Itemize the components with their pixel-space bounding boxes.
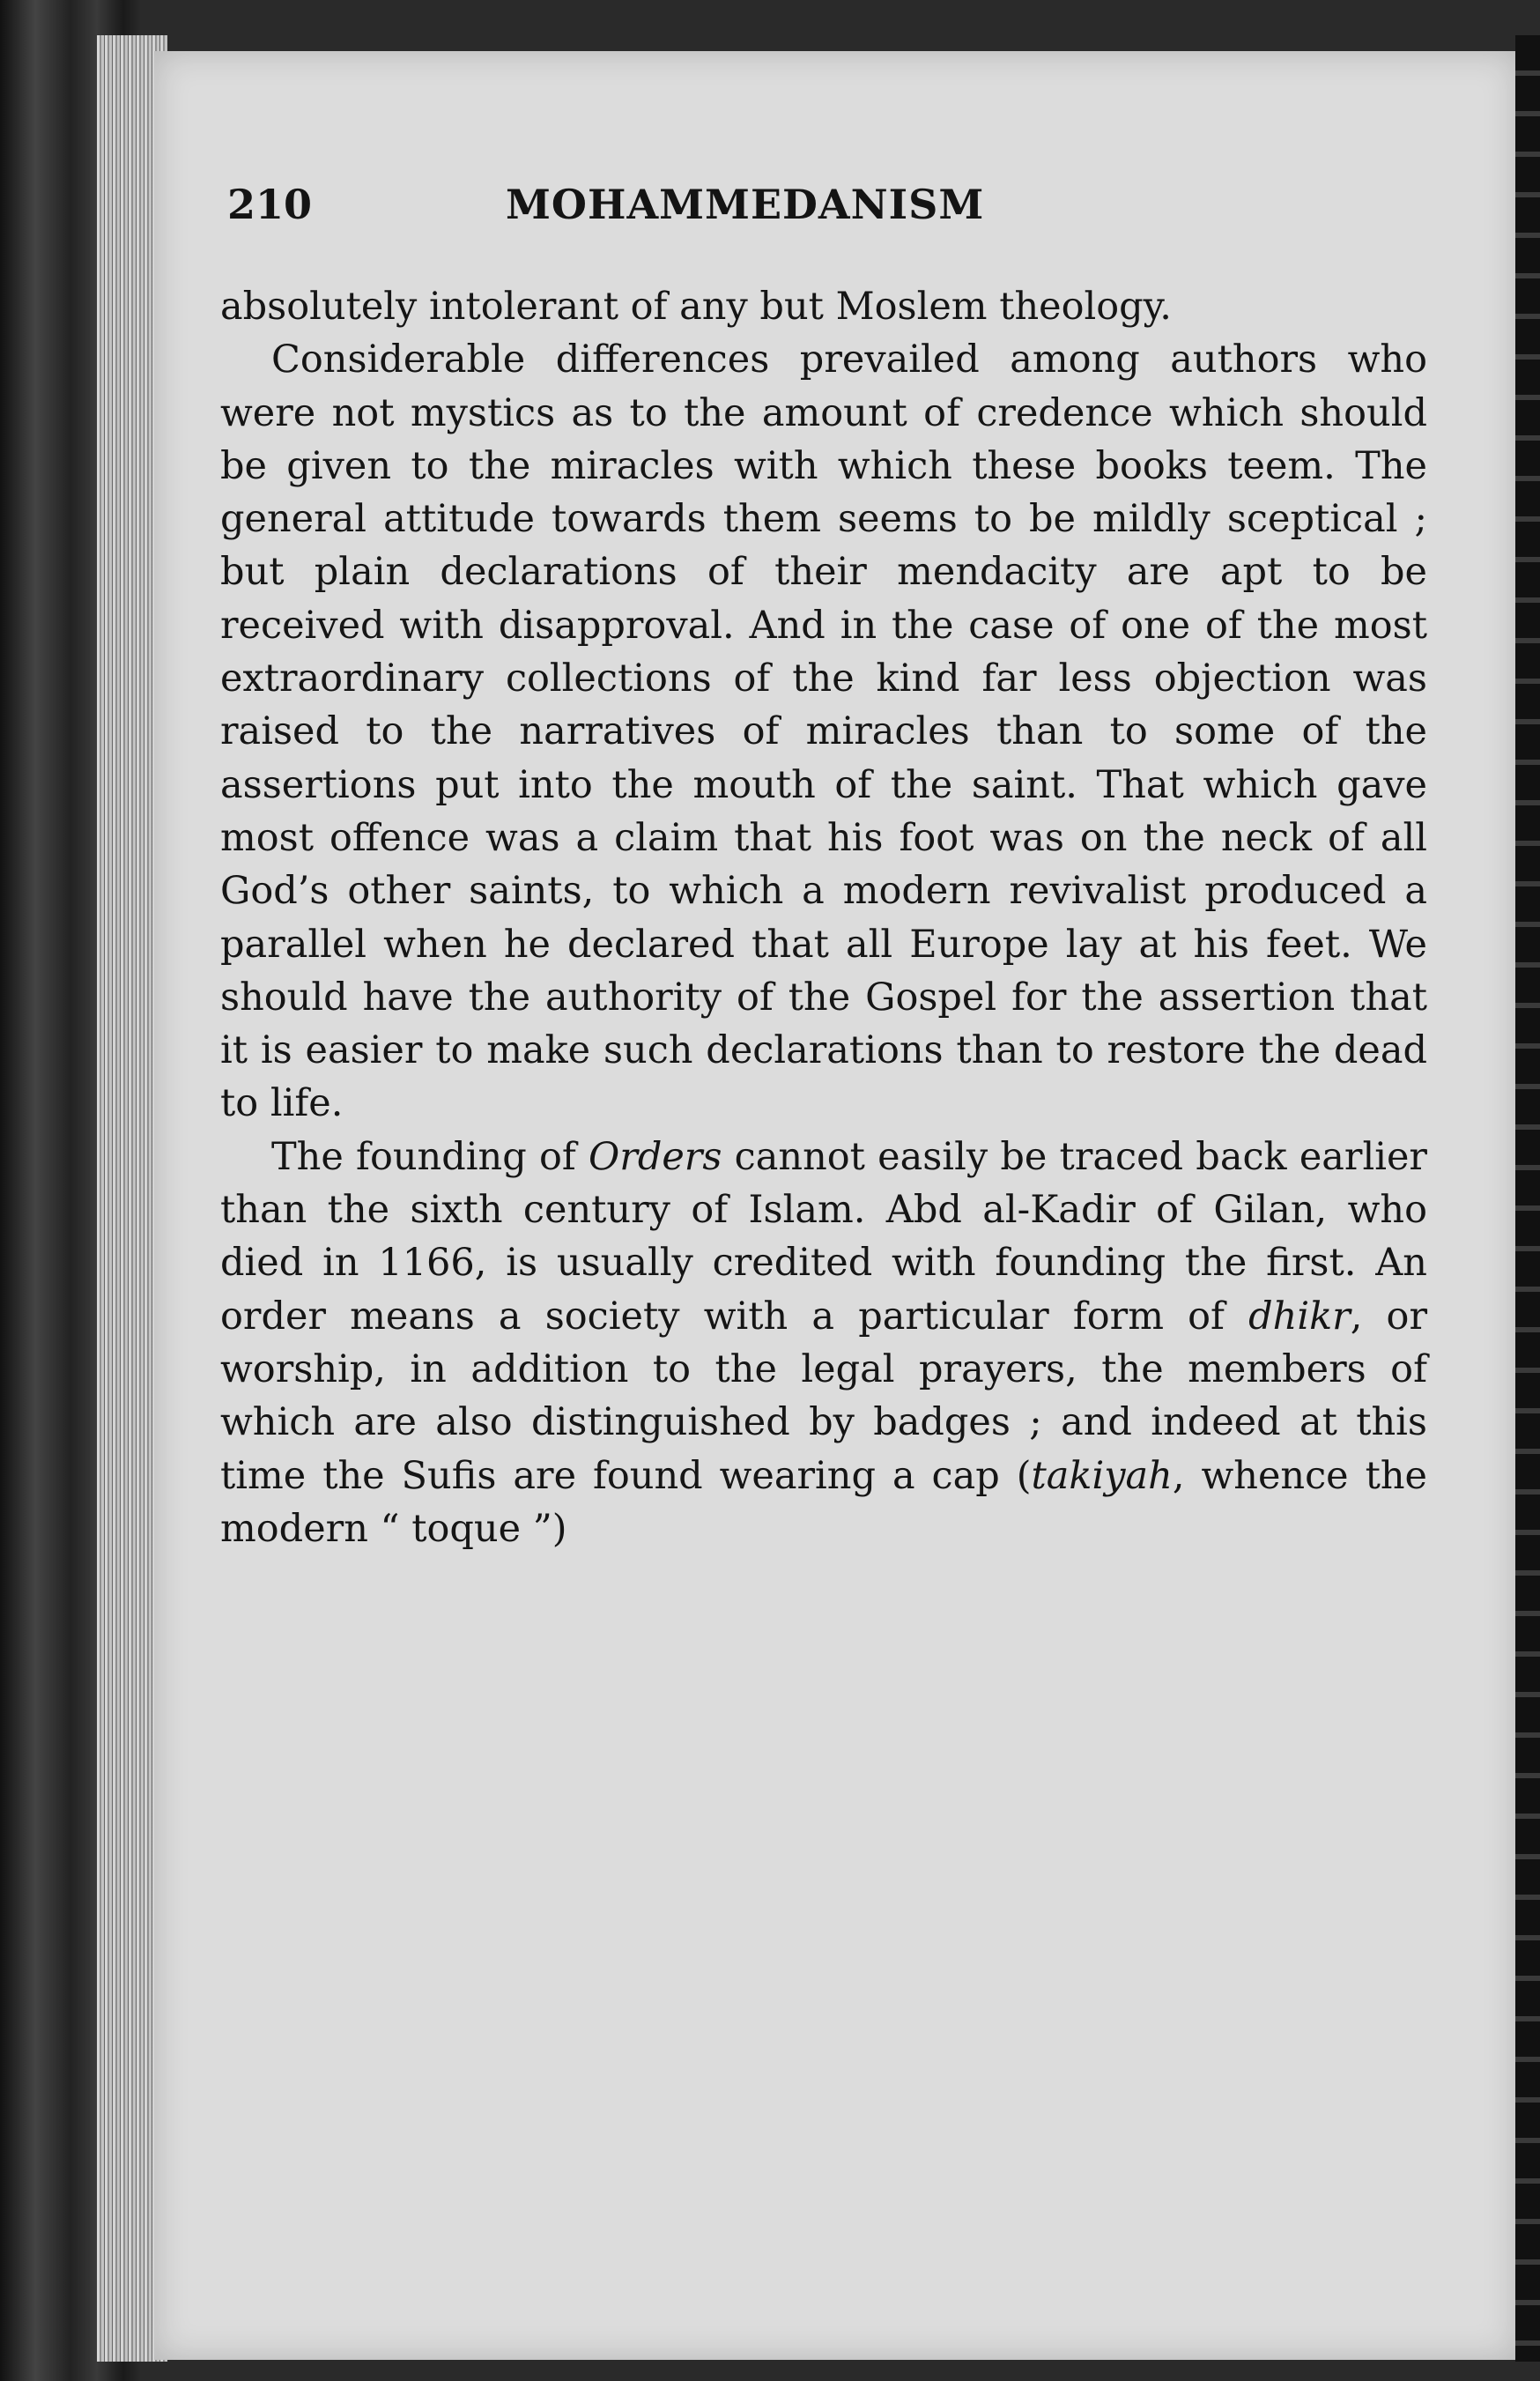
paragraph-3-text-2: cannot easily be traced back earlier than the sixth century of Islam. Abd al-Kadir of Gilan, who died in 1166, is usually credited with founding the first. An order means a society with a particular form of [220,1134,1427,1339]
paragraph-3 [220,1131,1427,1555]
body-text [220,280,1427,1555]
paragraph-3-text-1: The founding of [271,1134,589,1179]
running-head: MOHAMMEDANISM [506,181,985,228]
paragraph-3-italic-orders: Orders [589,1134,722,1179]
paragraph-3-text-3: , or worship, in addition to the legal prayers, the members of which are also distinguished by badges ; and indeed at this time the Sufis are found wearing a cap ( [220,1294,1427,1498]
page-right-edge [1515,35,1540,2362]
page-number: 210 [227,181,313,228]
paragraph-1-text: absolutely intolerant of any but Moslem theology. [220,285,1172,329]
paragraph-2 [220,333,1427,1130]
paragraph-1 [220,280,1427,333]
paragraph-2-text: Considerable differences prevailed among authors who were not mystics as to the amount of credence which should be given to the miracles with which these books teem. The general attitude towards them seems to be mildly sceptical ; but plain declarations of their mendacity are apt to be received with disapproval. And in the case of one of the most extraordinary collections of the kind far less objection was raised to the narratives of miracles than to some of the assertions put into the mouth of the saint. That which gave most offence was a claim that his foot was on the neck of all God’s other saints, to which a modern revivalist produced a parallel when he declared that all Europe lay at his feet. We should have the authority of the Gospel for the assertion that it is easier to make such declarations than to restore the dead to life. [220,337,1427,1126]
paragraph-3-text-4: , whence the modern “ toque ”) [220,1453,1427,1551]
page-header [227,181,1417,242]
paragraph-3-italic-dhikr: dhikr [1248,1294,1351,1339]
paragraph-3-italic-takiyah: takiyah [1031,1453,1173,1498]
